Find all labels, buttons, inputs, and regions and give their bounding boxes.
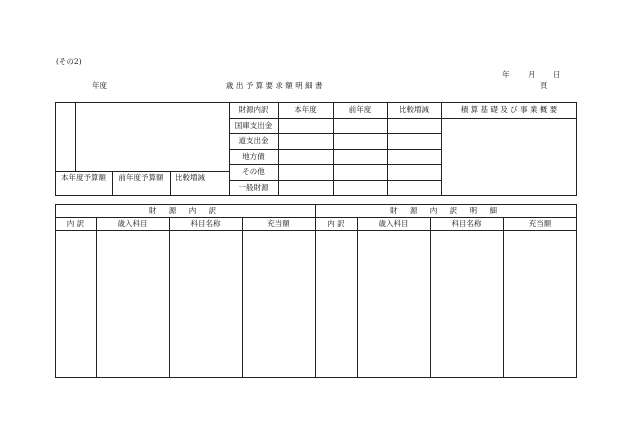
col-breakdown-left: 内 訳 xyxy=(66,218,85,228)
funding-detail-group: 財 源 内 訳 明 細 xyxy=(390,205,502,215)
col-allocation-right: 充当額 xyxy=(528,218,552,228)
day-label: 日 xyxy=(553,70,561,79)
col-breakdown-right: 内 訳 xyxy=(327,218,345,228)
funding-row-prefectural: 道支出金 xyxy=(238,136,269,146)
fiscal-year-label: 年度 xyxy=(92,81,107,90)
funding-row-local-bond: 地方債 xyxy=(242,151,265,161)
funding-row-general: 一般財源 xyxy=(238,183,269,193)
col-revenue-item-right: 歳入科目 xyxy=(378,218,409,228)
funding-breakdown-group: 財 源 内 訳 xyxy=(148,205,222,215)
col-item-name-right: 科目名称 xyxy=(451,218,482,228)
difference-header: 比較増減 xyxy=(399,105,429,115)
basis-header: 積 算 基 礎 及 び 事 業 概 要 xyxy=(460,105,558,115)
previous-budget-label: 前年度予算額 xyxy=(118,173,164,183)
page-label: 頁 xyxy=(540,81,548,90)
document-title: 歳 出 予 算 要 求 額 明 細 書 xyxy=(226,81,323,90)
previous-year-header: 前年度 xyxy=(348,105,372,115)
col-revenue-item-left: 歳入科目 xyxy=(117,218,148,228)
month-label: 月 xyxy=(528,70,536,79)
funding-row-other: その他 xyxy=(242,167,265,177)
col-item-name-left: 科目名称 xyxy=(190,218,221,228)
funding-breakdown-header: 財源内訳 xyxy=(238,105,269,115)
current-budget-label: 本年度予算額 xyxy=(61,173,106,183)
funding-row-national: 国庫支出金 xyxy=(234,120,273,130)
col-allocation-left: 充当額 xyxy=(267,218,290,228)
current-year-header: 本年度 xyxy=(294,105,317,115)
budget-difference-label: 比較増減 xyxy=(175,173,205,183)
year-label: 年 xyxy=(502,70,510,79)
page-note: (その2) xyxy=(56,57,82,66)
